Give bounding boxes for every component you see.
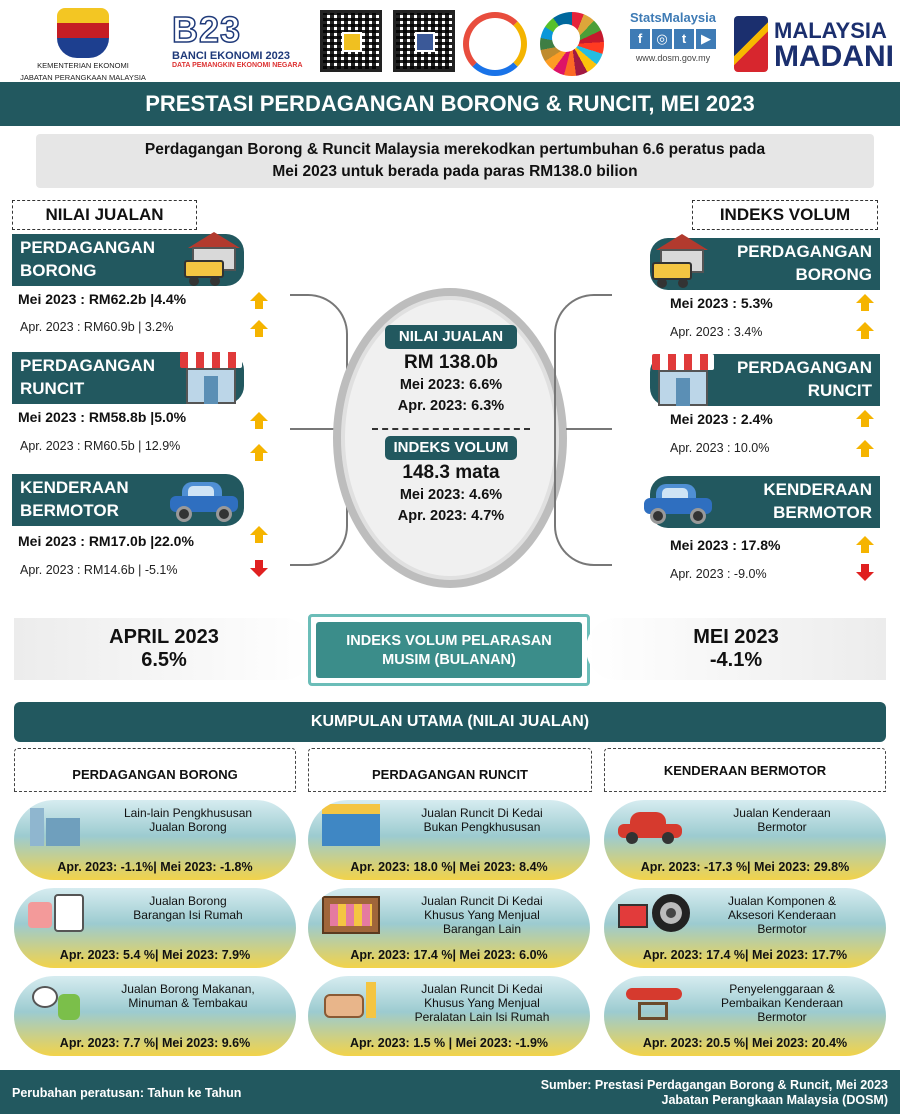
centre-indeks-label: INDEKS VOLUM	[385, 436, 517, 460]
right-motor-mei: Mei 2023 : 17.8%	[670, 537, 781, 553]
right-bracket-connector	[554, 294, 612, 566]
footer-note: Perubahan peratusan: Tahun ke Tahun	[12, 1086, 242, 1100]
card-value: Apr. 2023: 5.4 %| Mei 2023: 7.9%	[59, 948, 251, 962]
org-line1: KEMENTERIAN EKONOMI	[37, 61, 129, 70]
seasonal-mei	[586, 618, 886, 680]
left-motor-apr: Apr. 2023 : RM14.6b | -5.1%	[20, 563, 178, 577]
banci-line2: DATA PEMANGKIN EKONOMI NEGARA	[172, 62, 303, 69]
seasonal-april-value: 6.5%	[141, 649, 187, 671]
card-borong-makanan: Jualan Borong Makanan, Minuman & Tembakau Apr. 2023: 7.7 %| Mei 2023: 9.6%	[14, 976, 296, 1056]
left-runcit-mei: Mei 2023 : RM58.8b |5.0%	[18, 409, 187, 425]
seasonal-label-line2: MUSIM (BULANAN)	[382, 652, 516, 668]
banci-logo-mark: B23	[172, 9, 242, 50]
hypermarket-icon	[322, 804, 378, 846]
down-arrow-icon	[856, 572, 874, 581]
up-arrow-icon	[856, 536, 874, 545]
indeks-volum-heading: INDEKS VOLUM	[692, 200, 878, 230]
warehouse-icon	[652, 234, 708, 286]
warehouse-icon	[184, 232, 240, 284]
up-arrow-icon	[856, 410, 874, 419]
left-runcit-apr: Apr. 2023 : RM60.5b | 12.9%	[20, 439, 181, 453]
centre-indeks-value: 148.3 mata	[402, 462, 500, 483]
col-head-motor: KENDERAAN BERMOTOR	[604, 748, 886, 792]
centre-nilai-apr: Apr. 2023: 6.3%	[397, 398, 505, 414]
centre-nilai-value: RM 138.0b	[404, 352, 498, 373]
madani-line1: MALAYSIA	[774, 18, 887, 43]
card-runcit-bukan-khusus: Jualan Runcit Di Kedai Bukan Pengkhususan Apr. 2023: 18.0 %| Mei 2023: 8.4%	[308, 800, 590, 880]
card-motor-komponen: Jualan Komponen & Aksesori Kenderaan Bermotor Apr. 2023: 17.4 %| Mei 2023: 17.7%	[604, 888, 886, 968]
shop-icon	[180, 346, 242, 406]
right-runcit-label: PERDAGANGAN RUNCIT	[650, 354, 880, 406]
qr-code-icon[interactable]	[320, 10, 382, 72]
up-arrow-icon	[856, 322, 874, 331]
card-borong-isi-rumah: Jualan Borong Barangan Isi Rumah Apr. 2023: 5.4 %| Mei 2023: 7.9%	[14, 888, 296, 968]
seasonal-band	[14, 614, 886, 686]
up-arrow-icon	[250, 444, 268, 453]
card-motor-jualan: Jualan Kenderaan Bermotor Apr. 2023: -17.3 %| Mei 2023: 29.8%	[604, 800, 886, 880]
seasonal-label-box	[308, 614, 590, 686]
up-arrow-icon	[856, 294, 874, 303]
madani-line2: MADANI	[774, 40, 894, 73]
left-runcit-label: PERDAGANGAN RUNCIT	[12, 352, 244, 404]
car-icon	[642, 480, 714, 524]
qr-code-facebook-icon[interactable]	[393, 10, 455, 72]
household-goods-icon	[28, 892, 84, 934]
left-motor-mei: Mei 2023 : RM17.0b |22.0%	[18, 533, 194, 549]
stats-malaysia-social	[618, 10, 728, 63]
food-icon	[28, 980, 84, 1022]
banci-ekonomi-logo	[172, 8, 310, 80]
centre-indeks-apr: Apr. 2023: 4.7%	[397, 508, 505, 524]
left-connector-line	[290, 428, 336, 430]
left-borong-label: PERDAGANGAN BORONG	[12, 234, 244, 286]
card-value: Apr. 2023: 20.5 %| Mei 2023: 20.4%	[642, 1036, 848, 1050]
red-car-icon	[618, 804, 684, 846]
seasonal-label-line1: INDEKS VOLUM PELARASAN	[346, 633, 552, 649]
madani-mark-icon	[734, 16, 768, 72]
col-head-runcit: PERDAGANGAN RUNCIT	[308, 748, 592, 792]
card-value: Apr. 2023: 17.4 %| Mei 2023: 17.7%	[642, 948, 848, 962]
centre-nilai-label: NILAI JUALAN	[385, 325, 517, 349]
right-borong-mei: Mei 2023 : 5.3%	[670, 295, 773, 311]
facebook-icon[interactable]: f	[630, 29, 650, 49]
right-borong-label: PERDAGANGAN BORONG	[650, 238, 880, 290]
card-value: Apr. 2023: 17.4 %| Mei 2023: 6.0%	[350, 948, 548, 962]
sdg-wheel-logo-icon	[540, 12, 604, 76]
left-borong-mei: Mei 2023 : RM62.2b |4.4%	[18, 291, 187, 307]
left-motor-label: KENDERAAN BERMOTOR	[12, 474, 244, 526]
card-value: Apr. 2023: -17.3 %| Mei 2023: 29.8%	[640, 860, 850, 874]
banci-line1: BANCI EKONOMI 2023	[172, 50, 290, 62]
col-head-borong: PERDAGANGAN BORONG	[14, 748, 296, 792]
twitter-icon[interactable]: t	[674, 29, 694, 49]
car-icon	[168, 478, 240, 522]
seasonal-mei-month: MEI 2023	[693, 626, 779, 648]
nilai-jualan-heading: NILAI JUALAN	[12, 200, 197, 230]
centre-divider	[372, 428, 530, 430]
summary-line2: Mei 2023 untuk berada pada paras RM138.0 bilion	[272, 163, 638, 180]
coat-of-arms-icon	[57, 8, 109, 58]
seasonal-april-month: APRIL 2023	[109, 626, 219, 648]
right-runcit-apr: Apr. 2023 : 10.0%	[670, 441, 770, 455]
card-runcit-peralatan: Jualan Runcit Di Kedai Khusus Yang Menjual Peralatan Lain Isi Rumah Apr. 2023: 1.5 % | Mei 2023: -1.9%	[308, 976, 590, 1056]
card-value: Apr. 2023: 18.0 %| Mei 2023: 8.4%	[350, 860, 548, 874]
right-borong-apr: Apr. 2023 : 3.4%	[670, 325, 763, 339]
seasonal-april	[14, 618, 314, 680]
right-motor-label: KENDERAAN BERMOTOR	[650, 476, 880, 528]
right-connector-line	[566, 428, 612, 430]
left-borong-apr: Apr. 2023 : RM60.9b | 3.2%	[20, 320, 174, 334]
page-title: PRESTASI PERDAGANGAN BORONG & RUNCIT, MEI 2023	[0, 82, 900, 126]
up-arrow-icon	[250, 292, 268, 301]
card-value: Apr. 2023: -1.1%| Mei 2023: -1.8%	[57, 860, 253, 874]
up-arrow-icon	[250, 526, 268, 535]
up-arrow-icon	[856, 440, 874, 449]
summary-box	[36, 134, 874, 188]
footer-source: Sumber: Prestasi Perdagangan Borong & Runcit, Mei 2023 Jabatan Perangkaan Malaysia (DOSM)	[540, 1078, 888, 1107]
down-arrow-icon	[250, 568, 268, 577]
furniture-icon	[322, 980, 378, 1022]
right-runcit-mei: Mei 2023 : 2.4%	[670, 411, 773, 427]
malaysia-madani-logo	[734, 14, 896, 76]
footer	[0, 1070, 900, 1114]
up-arrow-icon	[250, 412, 268, 421]
card-borong-lain: Lain-lain Pengkhususan Jualan Borong Apr. 2023: -1.1%| Mei 2023: -1.8%	[14, 800, 296, 880]
youtube-icon[interactable]: ▶	[696, 29, 716, 49]
clothing-shop-icon	[322, 892, 378, 934]
org-line2: JABATAN PERANGKAAN MALAYSIA	[20, 73, 146, 82]
car-repair-icon	[618, 980, 692, 1022]
shop-icon	[652, 348, 714, 408]
kumpulan-utama-title: KUMPULAN UTAMA (NILAI JUALAN)	[14, 702, 886, 742]
centre-indeks-mei: Mei 2023: 4.6%	[399, 487, 503, 503]
factory-icon	[28, 804, 84, 846]
instagram-icon[interactable]: ◎	[652, 29, 672, 49]
seasonal-mei-value: -4.1%	[709, 649, 763, 671]
card-runcit-barangan-lain: Jualan Runcit Di Kedai Khusus Yang Menjual Barangan Lain Apr. 2023: 17.4 %| Mei 2023: 6.0%	[308, 888, 590, 968]
right-motor-apr: Apr. 2023 : -9.0%	[670, 567, 767, 581]
stats-url[interactable]: www.dosm.gov.my	[635, 53, 711, 63]
kementerian-crest-logo	[14, 8, 152, 80]
statistics-day-logo-icon	[463, 12, 527, 76]
summary-line1: Perdagangan Borong & Runcit Malaysia merekodkan pertumbuhan 6.6 peratus pada	[144, 141, 766, 158]
stats-name: StatsMalaysia	[630, 10, 716, 25]
card-value: Apr. 2023: 7.7 %| Mei 2023: 9.6%	[59, 1036, 251, 1050]
up-arrow-icon	[250, 320, 268, 329]
centre-nilai-mei: Mei 2023: 6.6%	[399, 377, 503, 393]
battery-tyre-icon	[618, 892, 692, 934]
card-motor-penyelenggaraan: Penyelenggaraan & Pembaikan Kenderaan Bermotor Apr. 2023: 20.5 %| Mei 2023: 20.4%	[604, 976, 886, 1056]
card-value: Apr. 2023: 1.5 % | Mei 2023: -1.9%	[349, 1036, 549, 1050]
